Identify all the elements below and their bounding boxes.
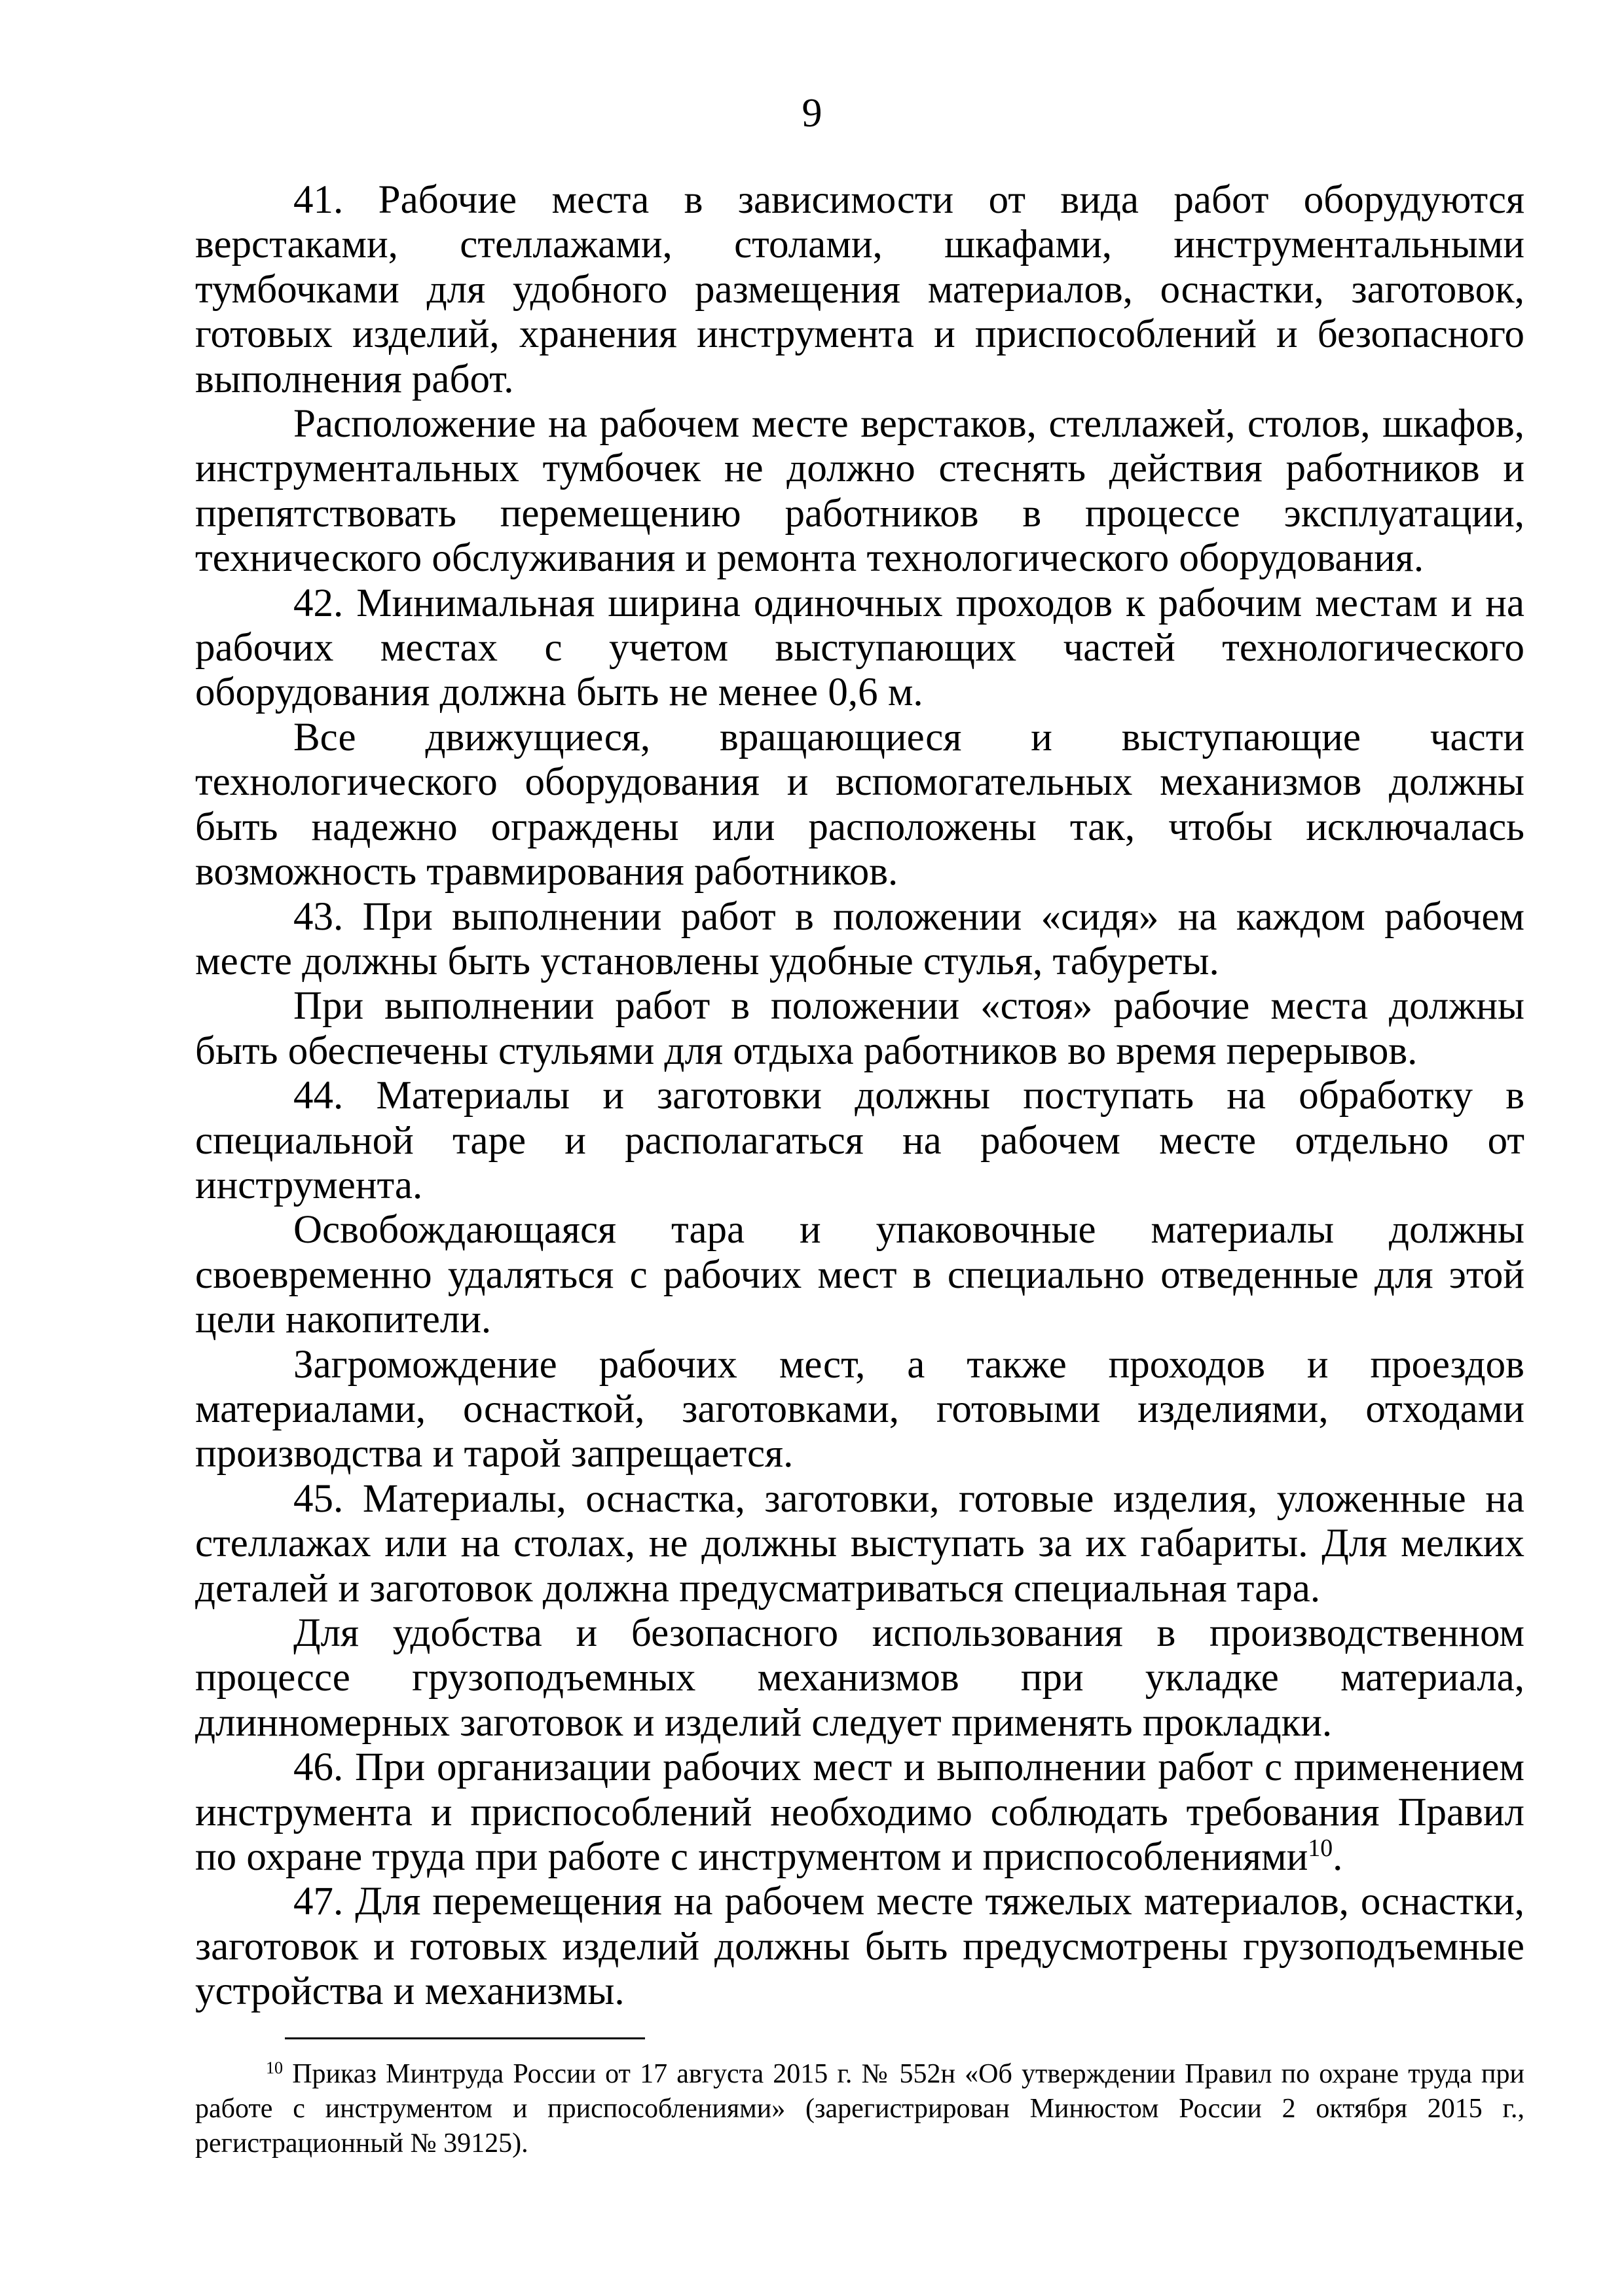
paragraph-42-guarding: Все движущиеся, вращающиеся и выступающие части технологического оборудования и вспомогательных механизмов должны быть надежно ограждены или расположены так, чтобы исключалась возможность травмирования работников. (195, 715, 1524, 894)
paragraph-44: 44. Материалы и заготовки должны поступать на обработку в специальной таре и располагаться на рабочем месте отдельно от инструмента. (195, 1074, 1524, 1207)
paragraph-44-clutter: Загромождение рабочих мест, а также проходов и проездов материалами, оснасткой, заготовками, готовыми изделиями, отходами производства и тарой запрещается. (195, 1342, 1524, 1476)
paragraph-45: 45. Материалы, оснастка, заготовки, готовые изделия, уложенные на стеллажах или на столах, не должны выступать за их габариты. Для мелких деталей и заготовок должна предусматриваться специальная тара. (195, 1476, 1524, 1611)
body-text (195, 178, 1524, 2014)
paragraph-46-end: . (1333, 1835, 1343, 1880)
footnote-marker: 10 (266, 2058, 284, 2077)
footnote-text: Приказ Минтруда России от 17 августа 2015 г. № 552н «Об утверждении Правил по охране труда при работе с инструментом и приспособлениями» (зарегистрирован Минюстом России 2 октября 2015 г., регистрационный № 39125). (195, 2059, 1524, 2159)
paragraph-46 (195, 1745, 1524, 1880)
paragraph-41-placement: Расположение на рабочем месте верстаков, стеллажей, столов, шкафов, инструментальных тумбочек не должно стеснять действия работников и препятствовать перемещению работников в процессе эксплуатации, технического обслуживания и ремонта технологического оборудования. (195, 402, 1524, 581)
paragraph-41: 41. Рабочие места в зависимости от вида работ оборудуются верстаками, стеллажами, столами, шкафами, инструментальными тумбочками для удобного размещения материалов, оснастки, заготовок, готовых изделий, хранения инструмента и приспособлений и безопасного выполнения работ. (195, 178, 1524, 401)
paragraph-46-text: 46. При организации рабочих мест и выполнении работ с применением инструмента и приспособлений необходимо соблюдать требования Правил по охране труда при работе с инструментом и приспособлениями (195, 1745, 1524, 1880)
paragraph-47: 47. Для перемещения на рабочем месте тяжелых материалов, оснастки, заготовок и готовых изделий должны быть предусмотрены грузоподъемные устройства и механизмы. (195, 1880, 1524, 2014)
paragraph-42: 42. Минимальная ширина одиночных проходов к рабочим местам и на рабочих местах с учетом выступающих частей технологического оборудования должна быть не менее 0,6 м. (195, 581, 1524, 715)
footnote (195, 2057, 1524, 2161)
paragraph-43-standing: При выполнении работ в положении «стоя» рабочие места должны быть обеспечены стульями для отдыха работников во время перерывов. (195, 984, 1524, 1073)
paragraph-44-packaging: Освобождающаяся тара и упаковочные материалы должны своевременно удаляться с рабочих мест в специально отведенные для этой цели накопители. (195, 1208, 1524, 1342)
paragraph-43: 43. При выполнении работ в положении «сидя» на каждом рабочем месте должны быть установлены удобные стулья, табуреты. (195, 894, 1524, 983)
footnote-reference: 10 (1308, 1834, 1333, 1863)
paragraph-45-spacers: Для удобства и безопасного использования в производственном процессе грузоподъемных механизмов при укладке материала, длинномерных заготовок и изделий следует применять прокладки. (195, 1611, 1524, 1745)
footnote-divider (285, 2037, 645, 2039)
page-number: 9 (802, 91, 822, 136)
